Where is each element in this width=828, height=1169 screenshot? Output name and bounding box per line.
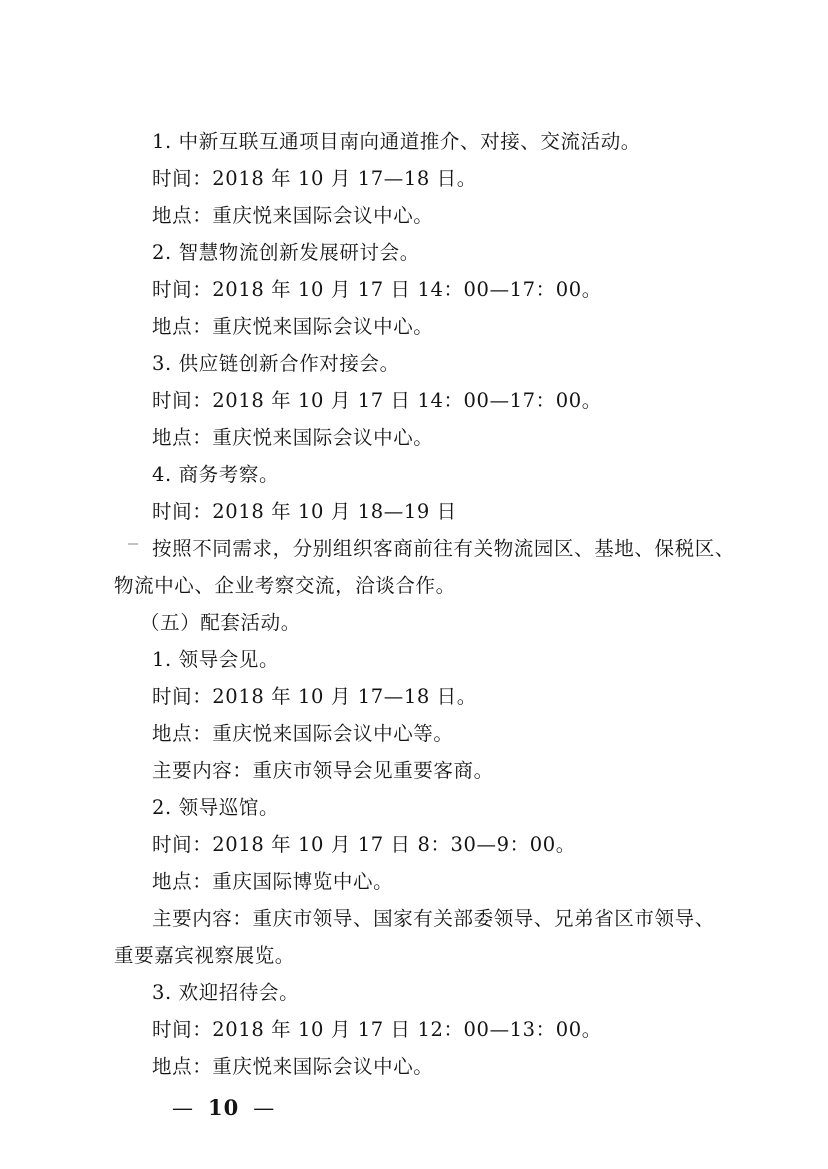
- scan-speck: [128, 543, 138, 545]
- sub-item-3-title: 3. 欢迎招待会。: [152, 981, 300, 1004]
- sub-item-2-location: 地点：重庆国际博览中心。: [152, 870, 394, 893]
- item-4-description-line-2: 物流中心、企业考察交流，洽谈合作。: [114, 574, 456, 597]
- item-3-title: 3. 供应链创新合作对接会。: [152, 352, 400, 375]
- item-4-title: 4. 商务考察。: [152, 463, 280, 486]
- item-2-title: 2. 智慧物流创新发展研讨会。: [152, 241, 420, 264]
- footer-dash-right: —: [253, 1096, 276, 1120]
- item-1-location: 地点：重庆悦来国际会议中心。: [152, 204, 434, 227]
- sub-item-3-location: 地点：重庆悦来国际会议中心。: [152, 1055, 434, 1078]
- sub-item-2-title: 2. 领导巡馆。: [152, 796, 280, 819]
- sub-item-1-time: 时间：2018 年 10 月 17—18 日。: [152, 685, 477, 708]
- item-2-location: 地点：重庆悦来国际会议中心。: [152, 315, 434, 338]
- item-1-title: 1. 中新互联互通项目南向通道推介、对接、交流活动。: [152, 130, 641, 153]
- sub-item-2-content-line-2: 重要嘉宾视察展览。: [114, 944, 295, 967]
- sub-item-2-time: 时间：2018 年 10 月 17 日 8：30—9：00。: [152, 833, 576, 856]
- footer-dash-left: —: [172, 1096, 194, 1120]
- sub-item-2-content-line-1: 主要内容：重庆市领导、国家有关部委领导、兄弟省区市领导、: [152, 907, 715, 930]
- sub-item-3-time: 时间：2018 年 10 月 17 日 12：00—13：00。: [152, 1018, 602, 1041]
- item-4-description-line-1: 按照不同需求，分别组织客商前往有关物流园区、基地、保税区、: [152, 537, 735, 560]
- page-number: 10: [208, 1095, 240, 1120]
- page-footer: [172, 1095, 275, 1120]
- item-2-time: 时间：2018 年 10 月 17 日 14：00—17：00。: [152, 278, 602, 301]
- sub-item-1-location: 地点：重庆悦来国际会议中心等。: [152, 722, 454, 745]
- item-3-location: 地点：重庆悦来国际会议中心。: [152, 426, 434, 449]
- section-heading: （五）配套活动。: [140, 611, 301, 634]
- sub-item-1-content: 主要内容：重庆市领导会见重要客商。: [152, 759, 494, 782]
- sub-item-1-title: 1. 领导会见。: [152, 648, 280, 671]
- item-1-time: 时间：2018 年 10 月 17—18 日。: [152, 167, 477, 190]
- item-4-time: 时间：2018 年 10 月 18—19 日: [152, 500, 457, 523]
- item-3-time: 时间：2018 年 10 月 17 日 14：00—17：00。: [152, 389, 602, 412]
